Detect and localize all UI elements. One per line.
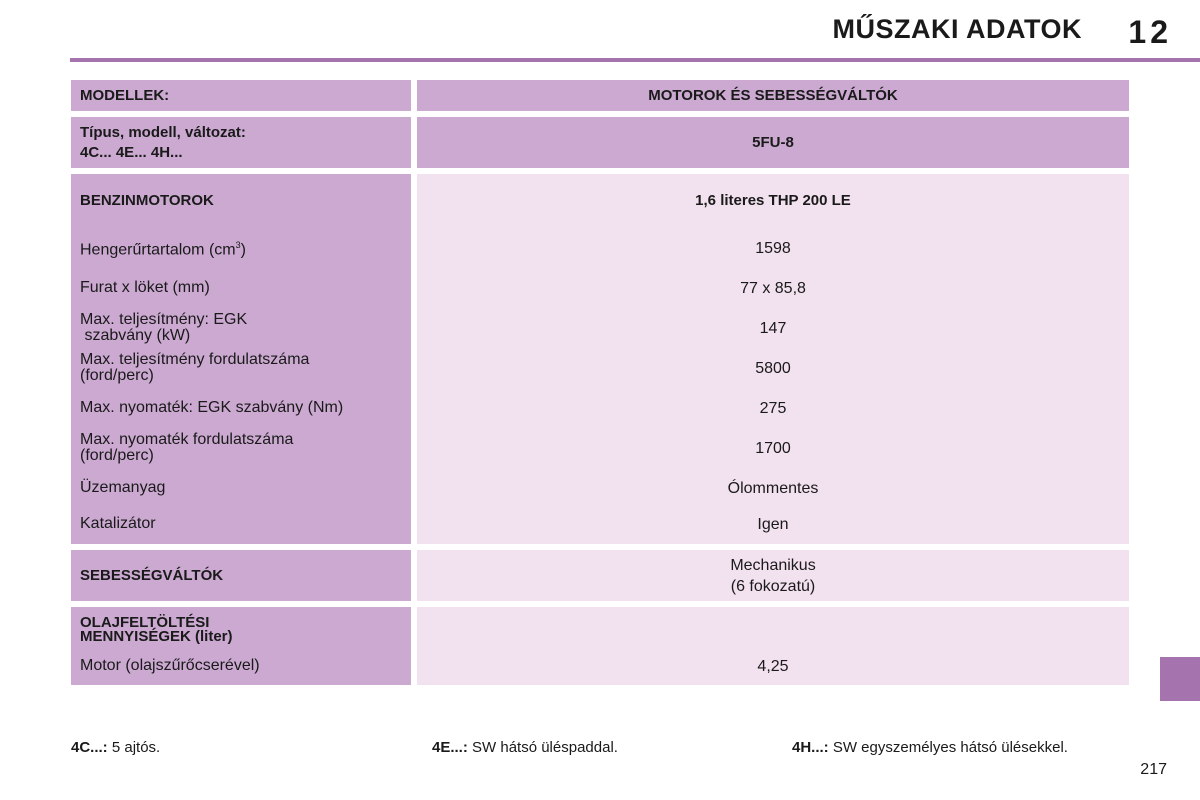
engines-label-cell bbox=[71, 174, 411, 228]
table-row: Hengerűrtartalom $(cm^3)$ 1598 bbox=[71, 228, 1129, 268]
chapter-number: 12 bbox=[1128, 14, 1172, 50]
gearbox-value-cell: Mechanikus (6 fokozatú) bbox=[417, 550, 1129, 601]
engines-label: BENZINMOTOROK bbox=[80, 192, 214, 209]
table-header-left: MODELLEK: bbox=[71, 80, 411, 111]
header-rule bbox=[70, 58, 1200, 62]
type-row bbox=[71, 117, 1129, 168]
table-row: Max. nyomaték: EGK szabvány (Nm) 275 bbox=[71, 388, 1129, 428]
footer-note-4c: 4C...: 5 ajtós. bbox=[71, 739, 161, 756]
chapter-side-tab bbox=[1160, 657, 1200, 701]
engine-name-cell bbox=[417, 174, 1129, 228]
page-title: MŰSZAKI ADATOK bbox=[832, 14, 1082, 44]
table-row: Max. teljesítmény fordulatszáma (ford/perc) 5800 bbox=[71, 348, 1129, 388]
table-row: Max. nyomaték fordulatszáma (ford/perc) 1700 bbox=[71, 428, 1129, 468]
footer-note-4h: 4H...: SW egyszemélyes hátsó ülésekkel. bbox=[792, 739, 1068, 756]
table-row: Üzemanyag Ólommentes bbox=[71, 468, 1129, 508]
type-row-label: Típus, modell, változat: 4C... 4E... 4H... bbox=[71, 117, 411, 168]
table-row: Max. teljesítmény: EGK szabvány (kW) 147 bbox=[71, 308, 1129, 348]
engine-name: 1,6 literes THP 200 LE bbox=[695, 192, 851, 209]
oil-header-row bbox=[71, 607, 1129, 647]
gearbox-row bbox=[71, 550, 1129, 601]
table-header-right: MOTOROK ÉS SEBESSÉGVÁLTÓK bbox=[417, 80, 1129, 111]
oil-block bbox=[71, 607, 1129, 685]
table-header-row bbox=[71, 80, 1129, 111]
table-row: Motor (olajszűrőcserével) 4,25 bbox=[71, 647, 1129, 685]
engines-block bbox=[71, 174, 1129, 544]
table-row: Katalizátor Igen bbox=[71, 508, 1129, 544]
oil-label-cell: OLAJFELTÖLTÉSI MENNYISÉGEK (liter) bbox=[71, 607, 411, 647]
engines-header-row bbox=[71, 174, 1129, 228]
gearbox-label: SEBESSÉGVÁLTÓK bbox=[80, 567, 224, 584]
table-row: Furat x löket (mm) 77 x 85,8 bbox=[71, 268, 1129, 308]
type-row-value: 5FU-8 bbox=[417, 117, 1129, 168]
page-number: 217 bbox=[1140, 761, 1167, 778]
footer-note-4e: 4E...: SW hátsó üléspaddal. bbox=[432, 739, 618, 756]
gearbox-label-cell bbox=[71, 550, 411, 601]
specs-table bbox=[71, 80, 1129, 685]
